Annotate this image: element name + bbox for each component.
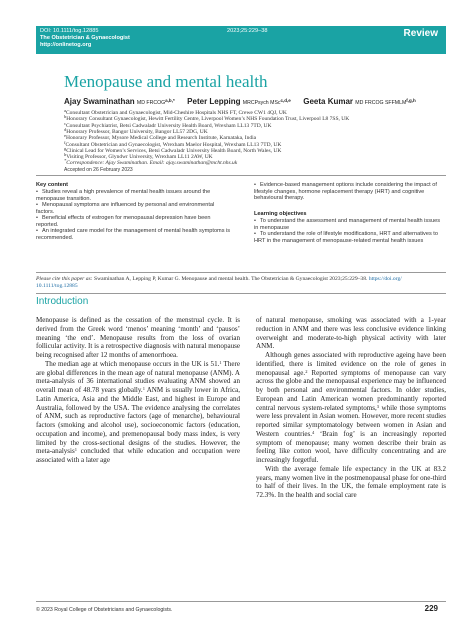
doi-link[interactable]: https://doi.org/ xyxy=(368,276,402,282)
author-name[interactable]: Ajay Swaminathan xyxy=(64,97,135,106)
key-content-item: • Studies reveal a high prevalence of mental health issues around the menopause transition. xyxy=(36,189,211,202)
doi-text: DOI: 10.1111/tog.12885 xyxy=(40,28,99,34)
key-content-item: • Menopausal symptoms are influenced by personal and environmental factors. xyxy=(36,202,215,215)
author-credentials: MD FRCOG SFFMLM xyxy=(355,100,407,106)
key-content-item: • An integrated care model for the management of mental health symptoms is recommended. xyxy=(36,228,231,241)
copyright-footer: © 2023 Royal College of Obstetricians and Gynaecologists. xyxy=(36,607,173,613)
author-name[interactable]: Peter Lepping xyxy=(187,97,241,106)
affiliation: $^b$Honorary Consultant Gynaecologist, Hewitt Fertility Centre, Liverpool Women’s NHS Foundation Trust, Liverpool L8 7SS, UK xyxy=(64,114,350,123)
divider xyxy=(36,175,446,176)
doi-link[interactable]: 10.1111/tog.12885 xyxy=(36,283,78,289)
affiliation: $^h$Visiting Professor, Glyndwr University, Wrexham LL11 2AW, UK xyxy=(64,152,213,161)
divider xyxy=(36,272,446,273)
key-content-box xyxy=(36,178,446,244)
cite-label: Please cite this paper as: xyxy=(36,276,93,282)
journal-url[interactable]: http://onlinetog.org xyxy=(40,42,92,48)
page-number: 229 xyxy=(424,604,438,613)
cite-as xyxy=(36,276,402,290)
key-content-item: • Beneficial effects of estrogen for menopausal depression have been reported. xyxy=(36,215,211,228)
affiliation: $^f$Consultant Obstetrician and Gynaecologist, Wrexham Maelor Hospital, Wrexham LL13 7TD, UK xyxy=(64,139,282,148)
affiliation: $^d$Honorary Professor, Bangor University, Bangor LL57 2DG, UK xyxy=(64,126,208,135)
section-heading: Introduction xyxy=(36,296,89,307)
affiliation: $^e$Honorary Professor, Mysore Medical College and Research Institute, Karnataka, India xyxy=(64,133,257,142)
learning-objectives-title: Learning objectives xyxy=(254,211,307,217)
article-type: Review xyxy=(403,28,438,39)
author-affil-marks: c,d,e xyxy=(280,98,291,103)
cite-text: Swaminathan A, Lepping P, Kumar G. Menopause and mental health. The Obstetrician & Gynaecologist 2023;25:229–38. xyxy=(93,276,368,282)
author-name[interactable]: Geeta Kumar xyxy=(303,97,354,106)
journal-name: The Obstetrician & Gynaecologist xyxy=(40,35,130,41)
divider xyxy=(36,293,446,294)
learning-objective-item: • To understand the assessment and management of mental health issues in menopause xyxy=(254,218,441,231)
learning-objective-item: • To understand the role of lifestyle modifications, HRT and alternatives to HRT in the management of menopause-related mental health issues xyxy=(254,231,438,244)
body-column-right: of natural menopause, smoking was associated with a 1-year reduction in ANM and there was less conclusive evidence linking overweight and moderate-to-high physical activity with later ANM. Although genes associated with reproductive ageing have been identified, there is limited evidence on the role of genes in menopausal age.$^2$ Reported symptoms of menopause can vary across the globe and the menopausal experience may be influenced by both personal and environmental factors. In older studies, European and Latin American women predominantly reported central nervous system-related symptoms,$^3$ while those symptoms were less prevalent in Asian women. However, more recent studies reported similar symptomatology between women in Asian and Western countries.$^4$ ‘Brain fog’ is an increasingly reported symptom of menopause; many women describe their brain as feeling like cotton wool, have difficulty concentrating and are increasingly forgetful. With the average female life expectancy in the UK at 83.2 years, many women live in the postmenopausal phase for one-third to half of their lives. In the UK, the female employment rate is 72.3%. In the health and social care xyxy=(256,316,447,499)
affiliation: $^c$Consultant Psychiatrist, Betsi Cadwaladr University Health Board, Wrexham LL13 7TD, UK xyxy=(64,120,272,129)
author-affil-marks: f,g,h xyxy=(406,98,416,103)
correspondence[interactable]: *Correspondence: Ajay Swaminathan. Email: ajay.swaminathan@mcht.nhs.uk xyxy=(64,158,238,167)
author-list: Ajay Swaminathan MD $FRCOG^{a,b,*}$ Peter Lepping MRCPsych MSc$^{c,d,e}$ Geeta Kumar MD FRCOG SFFMLM$^{f,g,h}$ xyxy=(64,97,416,106)
author-credentials: MD FRCOG xyxy=(136,100,166,106)
author-credentials: MRCPsych MSc xyxy=(242,100,281,106)
affiliation: $^g$Clinical Lead for Women’s Services, Betsi Cadwaladr University Health Board, North Wales, UK xyxy=(64,145,282,154)
key-content-item: • Evidence-based management options include considering the impact of lifestyle changes, hormone replacement therapy (HRT) and cognitive behavioural therapy. xyxy=(254,182,437,202)
affiliation: $^a$Consultant Obstetrician and Gynaecologist, Mid-Cheshire Hospitals NHS FT, Crewe CW1 4QJ, UK xyxy=(64,108,287,116)
body-column-left: Menopause is defined as the cessation of the menstrual cycle. It is derived from the Greek word ‘menos’ meaning ‘month’ and ‘pausos’ meaning ‘the end’. Menopause results from the loss of ovarian follicular activity. It is a retrospective diagnosis with natural menopause being recognised after 12 months of amenorrhoea. The median age at which menopause occurs in the UK is 51.$^1$ There are global differences in the mean age of natural menopause (ANM). A meta-analysis of 36 international studies evaluating ANM showed an overall mean of 48.78 years globally.$^1$ ANM is usually lower in Africa, Latin America, Asia and the Middle East, and highest in Europe and Australia, followed by the USA. The evidence analysing the correlates of ANM, such as reproductive factors (age of menarche), behavioural factors (smoking and alcohol use), socioeconomic factors (education, occupation and income), and premenopausal body mass index, is very limited by the cross-sectional designs of the studies. However, the meta-analysis$^1$ concluded that while education and occupation were associated with a later age xyxy=(36,316,240,464)
divider xyxy=(36,601,446,602)
author-affil-marks: a,b xyxy=(165,98,172,103)
article-title: Menopause and mental health xyxy=(64,72,268,91)
accepted-date: Accepted on 26 February 2023 xyxy=(64,167,133,173)
key-content-title: Key content xyxy=(36,182,69,188)
issue-citation: 2023;25:229–38 xyxy=(227,28,268,34)
